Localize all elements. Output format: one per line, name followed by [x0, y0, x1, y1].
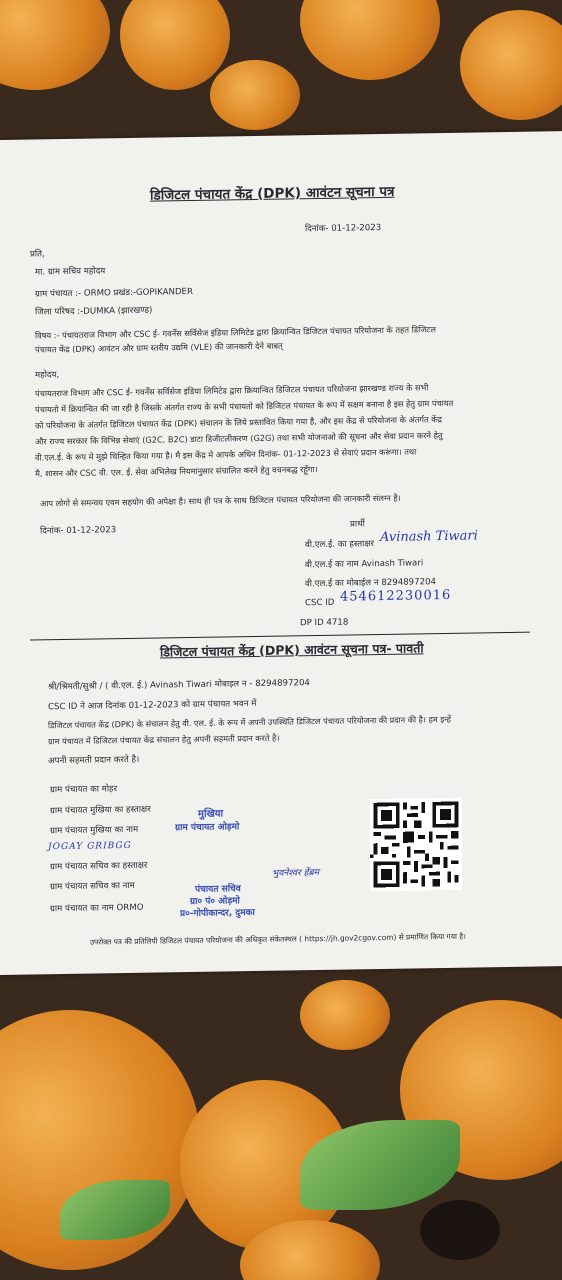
gram-panchayat-line: ग्राम पंचायत :- ORMO प्रखंड:-GOPIKANDER: [35, 286, 193, 300]
seal-label: ग्राम पंचायत का मोहर: [50, 784, 118, 796]
sachiv-name-label: ग्राम पंचायत सचिव का नाम: [50, 880, 135, 893]
notice-date: दिनांक- 01-12-2023: [305, 223, 382, 235]
receipt-line-5: अपनी सहमती प्रदान करते है।: [48, 754, 140, 767]
subject-line-2: पंचायत केंद्र (DPK) आवंटन और ग्राम स्तरीय उद्यमि (VLE) की जानकारी देने बाबत्: [35, 340, 283, 355]
flower-decoration: [120, 0, 230, 90]
csc-id-handwritten: 454612230016: [340, 587, 452, 605]
vle-mobile-line: वी.एल.ई का मोबाईल न 8294897204: [305, 577, 437, 590]
mukhiya-stamp-line: मुखिया: [198, 808, 224, 820]
zila-line: जिला परिषद :-DUMKA (झारखण्ड): [35, 305, 153, 318]
prarthi-label: प्रार्थी: [350, 519, 365, 530]
body-line: वी.एल.ई. के रूप मे मुझे चिन्हित किया गया है। मै इस केंद्र मे आपके अधिन दिनांक- 01-12-2023 से सेवाएं प्रदान करूंगा। तथा: [35, 446, 417, 463]
notice-title: डिजिटल पंचायत केंद्र (DPK) आवंटन सूचना पत्र: [150, 183, 395, 204]
csc-id-label: CSC ID: [305, 597, 335, 609]
flower-decoration: [0, 0, 110, 90]
document-sheet: [0, 131, 562, 975]
panchayat-name-line: ग्राम पंचायत का नाम ORMO: [50, 902, 144, 915]
qr-code-graphic: [370, 798, 462, 891]
dp-id-line: DP ID 4718: [300, 617, 349, 629]
body-line: मै, शासन और CSC वी. एल. ई. सेवा अभिलेख नियमानुसार संचालित करने हेतु वचनबद्ध रहूँगा।: [35, 464, 318, 479]
sachiv-stamp-line: ग्रा० पं० ओड़मो: [190, 896, 240, 908]
receipt-line-3: डिजिटल पंचायत केंद्र (DPK) के संचालन हेतु वी. एल. ई. के रूप में अपनी उपस्थिति डिजिटल पंचायत परियोजना की प्रदान की है। हम इन्हें: [48, 713, 451, 731]
sachiv-signature: भुवनेश्वर हेंब्रम: [272, 867, 319, 879]
qr-code: [370, 798, 462, 891]
mukhiya-name-label: ग्राम पंचायत मुखिया का नाम: [50, 824, 139, 837]
vle-signature-label: वी.एल.ई. का हस्ताक्षर: [305, 539, 374, 551]
body-line: पंचायतराज विभाग और CSC ई- गवर्नेंस सर्विसेज इंडिया लिमिटेड द्वारा क्रियान्वित डिजिटल पंचायत परियोजना झारखण्ड राज्य के सभी: [35, 382, 429, 399]
cooperation-line: आप लोगो से समन्वय एवम सहयोग की अपेक्षा है। साथ ही पत्र के साथ डिजिटल पंचायत परियोजना की जानकारी संलग्न है।: [40, 492, 401, 509]
receipt-title: डिजिटल पंचायत केंद्र (DPK) आवंटन सूचना पत्र- पावती: [160, 640, 424, 660]
receipt-line-4: ग्राम पंचायत में डिजिटल पंचायत केंद्र संचालन हेतु अपनी सहमती प्रदान करते है।: [48, 732, 280, 747]
body-line: पंचायतो में क्रियान्वित की जा रही है जिसके अंतर्गत राज्य के सभी पंचायतो को डिजिटल पंचायत के रूप में सक्षम बनाना है इस हेतु ग्राम पंचायत: [35, 397, 454, 415]
receipt-line-1: श्री/श्रिमती/सुश्री / ( वी.एल. ई.) Avinash Tiwari मोबाइल न - 8294897204: [48, 678, 310, 693]
receipt-line-2: CSC ID ने आज दिनांक 01-12-2023 को ग्राम पंचायत भवन में: [48, 698, 257, 713]
flower-decoration: [300, 980, 390, 1050]
mukhiya-sign-label: ग्राम पंचायत मुखिया का हस्ताक्षर: [50, 804, 151, 817]
sachiv-stamp-line: पंचायत सचिव: [195, 884, 241, 895]
mukhiya-stamp-line: ग्राम पंचायत ओड़मो: [175, 822, 240, 834]
flower-decoration: [460, 10, 562, 120]
vle-signature: Avinash Tiwari: [380, 528, 478, 546]
subject-line-1: विषय :- पंचायतराज विभाग और CSC ई- गवर्नेंस सर्विसेज इंडिया लिमिटेड द्वारा क्रियान्वित डिजिटल पंचायत परियोजना के तहत डिजिटल: [35, 324, 436, 341]
addressee-line: मा. ग्राम सचिव महोदय: [35, 266, 106, 278]
mahoday-label: महोदय,: [35, 370, 60, 381]
fabric-shadow: [420, 1200, 500, 1260]
prati-label: प्रति,: [30, 249, 45, 260]
section-divider: [30, 632, 530, 641]
sachiv-stamp-line: प्र०-गोपीकान्दर, दुमका: [180, 907, 255, 920]
mukhiya-name-handwritten: JOGAY GRIBGG: [48, 840, 132, 853]
vle-name-line: वी.एल.ई का नाम Avinash Tiwari: [305, 558, 424, 571]
footer-note: उपरोक्त पत्र की प्रतिलिपी डिजिटल पंचायत परियोजना की अधिकृत संकेतस्थल ( https://jh.gov2cgov.com) से प्रमाणित किया गया है।: [90, 931, 466, 947]
flower-decoration: [300, 0, 440, 80]
body-line: को परियोजना के अंतर्गत डिजिटल पंचायत केंद्र (DPK) संचालन के लिये प्रस्तावित किया गया है, और इस केंद्र से परियोजना के अंतर्गत केंद्र: [35, 414, 442, 431]
body-line: और राज्य सरकार कि विभिन्न सेवाएं (G2C, B2C) डाटा डिजीटलीकरण (G2G) तथा सभी योजनाओ की सूचना और सेवा प्रदान करने हेतु: [35, 430, 443, 447]
flower-decoration: [210, 60, 300, 130]
bottom-date: दिनांक- 01-12-2023: [40, 525, 117, 537]
sachiv-sign-label: ग्राम पंचायत सचिव का हस्ताक्षर: [50, 860, 148, 873]
